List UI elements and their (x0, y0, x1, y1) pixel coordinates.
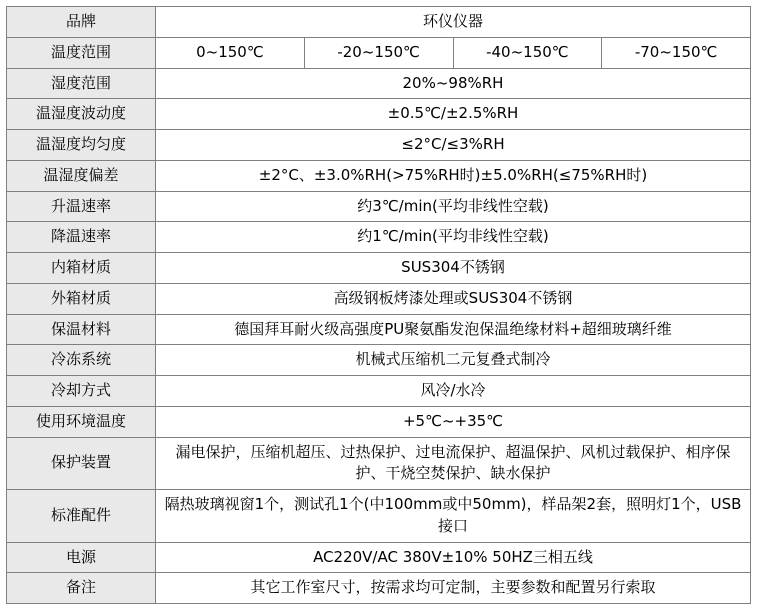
table-row (7, 37, 751, 68)
row-value-cooling-rate: 约1℃/min(平均非线性空载) (156, 222, 751, 253)
row-value-fluctuation: ±0.5℃/±2.5%RH (156, 99, 751, 130)
row-label-power-supply: 电源 (7, 542, 156, 573)
table-row (7, 253, 751, 284)
table-row (7, 68, 751, 99)
row-label-inner-material: 内箱材质 (7, 253, 156, 284)
row-value-outer-material: 高级钢板烤漆处理或SUS304不锈钢 (156, 283, 751, 314)
table-row (7, 283, 751, 314)
row-label-cooling-rate: 降温速率 (7, 222, 156, 253)
table-row (7, 130, 751, 161)
row-label-refrigeration-system: 冷冻系统 (7, 345, 156, 376)
table-row (7, 345, 751, 376)
table-row (7, 7, 751, 38)
row-label-brand: 品牌 (7, 7, 156, 38)
row-label-outer-material: 外箱材质 (7, 283, 156, 314)
temperature-range-option-1: 0~150℃ (156, 37, 305, 68)
row-value-heating-rate: 约3℃/min(平均非线性空载) (156, 191, 751, 222)
row-label-uniformity: 温湿度均匀度 (7, 130, 156, 161)
row-value-power-supply: AC220V/AC 380V±10% 50HZ三相五线 (156, 542, 751, 573)
row-label-cooling-method: 冷却方式 (7, 376, 156, 407)
table-row (7, 314, 751, 345)
row-value-humidity-range: 20%~98%RH (156, 68, 751, 99)
row-label-temperature-range: 温度范围 (7, 37, 156, 68)
table-row (7, 99, 751, 130)
row-label-humidity-range: 湿度范围 (7, 68, 156, 99)
row-value-standard-accessories: 隔热玻璃视窗1个，测试孔1个(中100mm或中50mm)，样品架2套，照明灯1个，USB接口 (156, 490, 751, 543)
table-row (7, 191, 751, 222)
row-label-insulation-material: 保温材料 (7, 314, 156, 345)
row-value-refrigeration-system: 机械式压缩机二元复叠式制冷 (156, 345, 751, 376)
row-value-uniformity: ≤2°C/≤3%RH (156, 130, 751, 161)
specification-table (6, 6, 751, 604)
row-value-protection-devices: 漏电保护，压缩机超压、过热保护、过电流保护、超温保护、风机过载保护、相序保护、干烧空焚保护、缺水保护 (156, 437, 751, 490)
table-row (7, 542, 751, 573)
row-label-standard-accessories: 标准配件 (7, 490, 156, 543)
table-row (7, 573, 751, 604)
temperature-range-option-4: -70~150℃ (602, 37, 751, 68)
row-value-insulation-material: 德国拜耳耐火级高强度PU聚氨酯发泡保温绝缘材料+超细玻璃纤维 (156, 314, 751, 345)
table-row (7, 376, 751, 407)
row-value-remark: 其它工作室尺寸，按需求均可定制，主要参数和配置另行索取 (156, 573, 751, 604)
table-row (7, 222, 751, 253)
row-value-deviation: ±2°C、±3.0%RH(>75%RH时)±5.0%RH(≤75%RH时) (156, 160, 751, 191)
table-row (7, 406, 751, 437)
row-value-inner-material: SUS304不锈钢 (156, 253, 751, 284)
row-value-brand: 环仪仪器 (156, 7, 751, 38)
row-label-heating-rate: 升温速率 (7, 191, 156, 222)
row-label-fluctuation: 温湿度波动度 (7, 99, 156, 130)
row-label-protection-devices: 保护装置 (7, 437, 156, 490)
table-row (7, 490, 751, 543)
row-label-ambient-temperature: 使用环境温度 (7, 406, 156, 437)
row-value-cooling-method: 风冷/水冷 (156, 376, 751, 407)
row-label-deviation: 温湿度偏差 (7, 160, 156, 191)
table-row (7, 437, 751, 490)
table-row (7, 160, 751, 191)
temperature-range-option-2: -20~150℃ (304, 37, 453, 68)
row-value-ambient-temperature: +5℃~+35℃ (156, 406, 751, 437)
temperature-range-option-3: -40~150℃ (453, 37, 602, 68)
row-label-remark: 备注 (7, 573, 156, 604)
